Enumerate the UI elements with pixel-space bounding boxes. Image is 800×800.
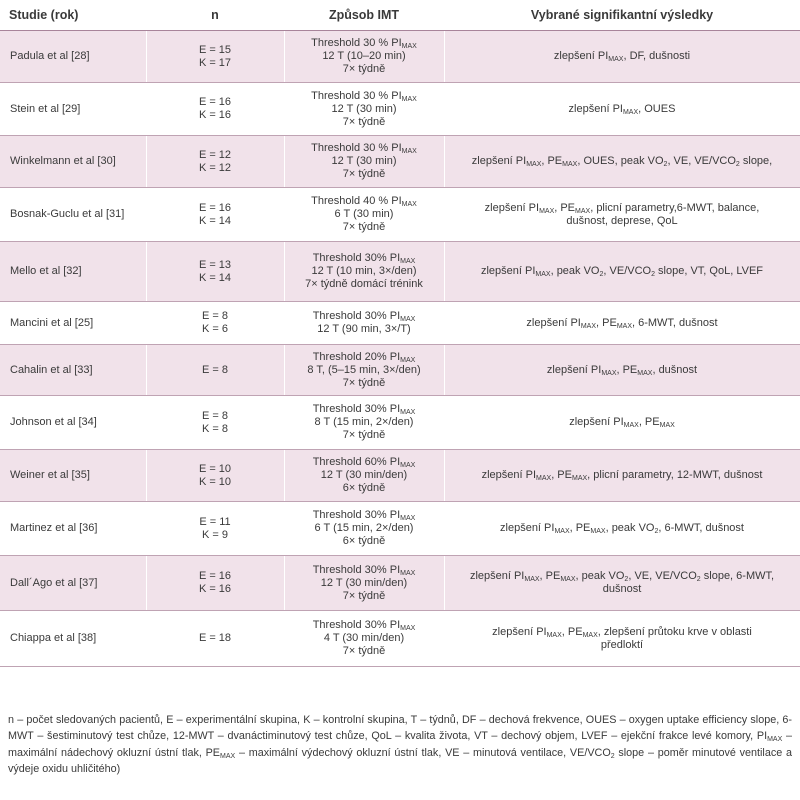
imt-cell-line: 8 T, (5–15 min, 3×/den)	[307, 363, 421, 376]
imt-cell-line: 6 T (30 min)	[334, 208, 394, 220]
imt-cell-line: 7× týdně	[342, 376, 386, 389]
table-row	[0, 83, 800, 136]
results-cell-line: zlepšení $PI_{MAX}$, DF, dušnosti	[553, 50, 691, 63]
study-cell	[0, 502, 146, 556]
n-cell-line: K = 16	[198, 583, 232, 595]
n-cell-line: E = 18	[198, 632, 232, 644]
n-cell-line: K = 10	[198, 475, 232, 488]
results-cell	[444, 31, 800, 83]
imt-cell	[284, 345, 444, 396]
imt-cell-line: 12 T (30 min/den)	[320, 576, 408, 589]
n-cell-line: E = 8	[202, 409, 228, 422]
results-cell	[444, 396, 800, 450]
imt-cell-line: Threshold 30% $PI_{MAX}$	[312, 619, 416, 632]
table-row	[0, 450, 800, 502]
results-cell-line: předloktí	[600, 638, 644, 651]
n-cell	[146, 136, 284, 188]
n-cell	[146, 188, 284, 242]
imt-cell-line: Threshold 20% $PI_{MAX}$	[312, 350, 416, 364]
study-cell	[0, 136, 146, 188]
n-cell	[146, 611, 284, 667]
results-cell	[444, 556, 800, 611]
imt-cell-line: 12 T (30 min/den)	[320, 469, 408, 481]
imt-cell-line: 6 T (15 min, 2×/den)	[314, 522, 414, 534]
imt-cell	[284, 188, 444, 242]
results-cell	[444, 136, 800, 188]
results-cell-line: zlepšení $PI_{MAX}$, $PE_{MAX}$, plicní parametry,6-MWT, balance,	[484, 201, 760, 215]
n-cell-line: E = 12	[198, 148, 232, 161]
results-cell-line: dušnost	[602, 583, 642, 595]
imt-cell	[284, 302, 444, 345]
study-cell	[0, 556, 146, 611]
imt-cell-line: Threshold 30% $PI_{MAX}$	[312, 509, 416, 522]
study-cell-line: Chiappa et al [38]	[10, 632, 97, 644]
n-cell-line: K = 9	[202, 528, 228, 541]
imt-cell-line: Threshold 30% $PI_{MAX}$	[312, 310, 416, 323]
results-cell-line: zlepšení $PI_{MAX}$, $PE_{MAX}$, zlepšení průtoku krve v oblasti	[492, 625, 752, 639]
n-cell	[146, 31, 284, 83]
imt-cell	[284, 396, 444, 450]
imt-cell	[284, 83, 444, 136]
study-cell-line: Weiner et al [35]	[10, 469, 90, 481]
imt-cell	[284, 242, 444, 302]
imt-cell-line: Threshold 30 % $PI_{MAX}$	[311, 37, 417, 50]
study-cell	[0, 83, 146, 136]
n-cell	[146, 83, 284, 136]
imt-cell	[284, 450, 444, 502]
n-cell-line: E = 16	[198, 570, 232, 582]
table-row	[0, 345, 800, 396]
imt-cell-line: 6× týdně	[342, 482, 386, 494]
imt-cell-line: 12 T (10–20 min)	[322, 50, 406, 62]
study-cell-line: Dall´Ago et al [37]	[10, 576, 98, 589]
header-row	[0, 0, 800, 31]
n-cell-line: K = 14	[198, 271, 232, 284]
imt-cell-line: 7× týdně	[342, 168, 386, 180]
study-cell	[0, 345, 146, 396]
imt-cell-line: 6× týdně	[342, 535, 386, 547]
study-cell	[0, 31, 146, 83]
study-cell	[0, 611, 146, 667]
n-cell	[146, 345, 284, 396]
study-cell	[0, 242, 146, 302]
imt-cell-line: 8 T (15 min, 2×/den)	[314, 416, 414, 428]
study-cell	[0, 302, 146, 345]
table-row	[0, 31, 800, 83]
imt-cell	[284, 611, 444, 667]
study-cell-line: Padula et al [28]	[10, 50, 90, 62]
imt-cell-line: Threshold 60% $PI_{MAX}$	[312, 456, 416, 469]
n-cell-line: K = 12	[198, 161, 232, 174]
study-cell-line: Winkelmann et al [30]	[10, 155, 116, 167]
imt-cell-line: 7× týdně	[342, 221, 386, 233]
results-cell	[444, 611, 800, 667]
n-cell-line: E = 15	[198, 43, 232, 56]
study-cell	[0, 396, 146, 450]
n-cell	[146, 302, 284, 345]
imt-cell-line: Threshold 30% $PI_{MAX}$	[312, 252, 416, 265]
n-cell-line: E = 13	[198, 258, 232, 271]
study-cell	[0, 188, 146, 242]
imt-cell-line: Threshold 40 % $PI_{MAX}$	[311, 195, 417, 208]
results-cell	[444, 188, 800, 242]
table-row	[0, 556, 800, 611]
n-cell-line: K = 6	[202, 323, 228, 335]
imt-cell-line: 7× týdně	[342, 429, 386, 441]
results-cell-line: zlepšení $PI_{MAX}$, $PE_{MAX}$, OUES, peak $VO_2$, VE, $VE/VCO_2$ slope,	[471, 155, 773, 168]
study-cell-line: Mancini et al [25]	[10, 316, 94, 329]
imt-cell-line: 12 T (30 min)	[331, 102, 397, 115]
imt-cell-line: 7× týdně	[342, 645, 386, 657]
imt-cell	[284, 136, 444, 188]
imt-cell-line: Threshold 30% $PI_{MAX}$	[312, 403, 416, 416]
table-header	[0, 0, 800, 31]
study-cell-line: Martinez et al [36]	[10, 522, 98, 534]
imt-cell-line: 7× týdně	[342, 63, 386, 75]
table-footnote: n – počet sledovaných pacientů, E – experimentální skupina, K – kontrolní skupina, T – týdnů, DF – dechová frekvence, OUES – oxygen uptake efficiency slope, 6-MWT – šestiminutový test chůze, 12-MWT – dvanáctiminutový test chůze, QoL – kvalita života, VT – dechový objem, LVEF – ejekční frakce levé komory, $PI_{MAX}$ – maximální nádechový okluzní ústní tlak, $PE_{MAX}$ – maximální výdechový okluzní ústní tlak, VE – minutová ventilace, $VE/VCO_2$ slope – poměr minutové ventilace a výdeje oxidu uhličitého)	[8, 714, 792, 776]
imt-cell-line: 12 T (30 min)	[331, 155, 397, 167]
n-cell-line: E = 10	[198, 462, 232, 475]
table-row	[0, 136, 800, 188]
results-cell-line: zlepšení $PI_{MAX}$, $PE_{MAX}$, peak $VO_2$, 6-MWT, dušnost	[500, 522, 744, 535]
header-study: Studie (rok)	[0, 0, 146, 31]
imt-cell-line: Threshold 30 % $PI_{MAX}$	[311, 89, 417, 103]
table-row	[0, 242, 800, 302]
n-cell-line: E = 16	[198, 201, 232, 214]
imt-cell	[284, 31, 444, 83]
results-cell-line: zlepšení $PI_{MAX}$, $PE_{MAX}$, dušnost	[546, 363, 698, 377]
table-body	[0, 31, 800, 667]
results-cell	[444, 83, 800, 136]
n-cell	[146, 396, 284, 450]
table-row	[0, 302, 800, 345]
n-cell	[146, 502, 284, 556]
imt-cell-line: Threshold 30% $PI_{MAX}$	[312, 563, 416, 577]
results-cell-line: zlepšení $PI_{MAX}$, $PE_{MAX}$	[569, 416, 675, 429]
n-cell-line: K = 14	[198, 214, 232, 227]
n-cell	[146, 556, 284, 611]
results-cell	[444, 242, 800, 302]
study-cell-line: Cahalin et al [33]	[10, 363, 93, 376]
n-cell-line: E = 8	[202, 363, 228, 376]
results-cell-line: zlepšení $PI_{MAX}$, OUES	[568, 102, 676, 116]
table-row	[0, 188, 800, 242]
results-cell	[444, 345, 800, 396]
results-cell	[444, 450, 800, 502]
imt-cell-line: 12 T (90 min, 3×/T)	[317, 323, 411, 335]
imt-cell	[284, 502, 444, 556]
n-cell	[146, 450, 284, 502]
n-cell-line: E = 11	[199, 515, 231, 528]
imt-cell-line: 12 T (10 min, 3×/den)	[311, 265, 417, 277]
table-row	[0, 396, 800, 450]
header-results: Vybrané signifikantní výsledky	[444, 0, 800, 31]
results-cell	[444, 502, 800, 556]
imt-cell	[284, 556, 444, 611]
n-cell-line: K = 17	[198, 56, 232, 69]
results-cell-line: zlepšení $PI_{MAX}$, $PE_{MAX}$, plicní parametry, 12-MWT, dušnost	[481, 469, 763, 482]
imt-cell-line: 7× týdně	[342, 589, 386, 602]
study-cell-line: Bosnak-Guclu et al [31]	[10, 208, 125, 220]
n-cell-line: E = 16	[198, 96, 232, 108]
results-cell-line: zlepšení $PI_{MAX}$, peak $VO_2$, $VE/VCO_2$ slope, VT, QoL, LVEF	[480, 265, 764, 278]
table-row	[0, 611, 800, 667]
header-n: n	[146, 0, 284, 31]
study-cell-line: Stein et al [29]	[10, 102, 81, 115]
n-cell-line: K = 16	[198, 109, 232, 121]
study-cell-line: Johnson et al [34]	[10, 416, 97, 428]
imt-cell-line: 4 T (30 min/den)	[323, 632, 405, 644]
study-cell	[0, 450, 146, 502]
imt-cell-line: Threshold 30 % $PI_{MAX}$	[311, 142, 417, 155]
study-cell-line: Mello et al [32]	[10, 265, 82, 277]
header-imt: Způsob IMT	[284, 0, 444, 31]
n-cell-line: K = 8	[202, 422, 228, 435]
results-cell	[444, 302, 800, 345]
n-cell	[146, 242, 284, 302]
table-row	[0, 502, 800, 556]
results-cell-line: dušnost, deprese, QoL	[566, 214, 678, 227]
imt-cell-line: 7× týdně	[342, 115, 386, 128]
results-cell-line: zlepšení $PI_{MAX}$, $PE_{MAX}$, 6-MWT, dušnost	[526, 316, 718, 330]
n-cell-line: E = 8	[202, 310, 228, 322]
results-cell-line: zlepšení $PI_{MAX}$, $PE_{MAX}$, peak $VO_2$, VE, $VE/VCO_2$ slope, 6-MWT,	[469, 570, 775, 583]
imt-cell-line: 7× týdně domácí trénink	[305, 278, 423, 290]
